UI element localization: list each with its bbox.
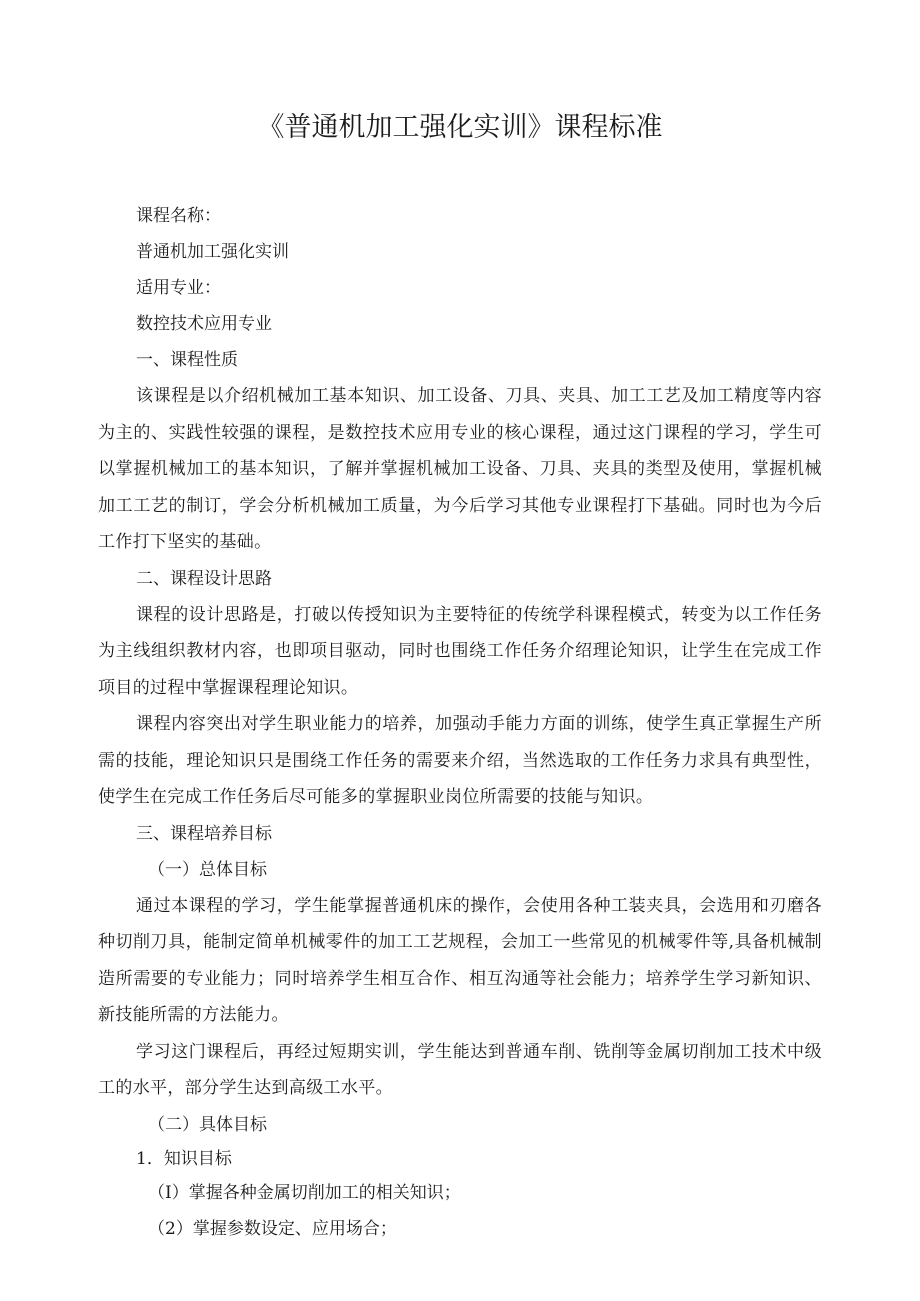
major-value: 数控技术应用专业 xyxy=(136,314,272,334)
major-label: 适用专业： xyxy=(136,278,221,298)
knowledge-goal-heading: 1．知识目标 xyxy=(136,1148,232,1169)
section-heading-goals: 三、课程培养目标 xyxy=(136,823,272,844)
course-name-label: 课程名称： xyxy=(136,206,221,226)
section-heading-design: 二、课程设计思路 xyxy=(136,568,272,589)
knowledge-goal-item: （I）掌握各种金属切削加工的相关知识； xyxy=(148,1182,461,1203)
document-body xyxy=(98,198,822,1247)
section-paragraph-nature: 该课程是以介绍机械加工基本知识、加工设备、刀具、夹具、加工工艺及加工精度等内容为主的、实践性较强的课程，是数控技术应用专业的核心课程，通过这门课程的学习，学生可以掌握机械加工的基本知识，了解并掌握机械加工设备、刀具、夹具的类型及使用，掌握机械加工工艺的制订，学会分析机械加工质量，为今后学习其他专业课程打下基础。同时也为今后工作打下坚实的基础。 xyxy=(98,386,822,552)
section-paragraph-design-1: 课程的设计思路是，打破以传授知识为主要特征的传统学科课程模式，转变为以工作任务为主线组织教材内容，也即项目驱动，同时也围绕工作任务介绍理论知识，让学生在完成工作项目的过程中掌握课程理论知识。 xyxy=(98,604,822,698)
knowledge-goal-item: （2）掌握参数设定、应用场合； xyxy=(148,1218,397,1239)
subsection-paragraph-overall-2: 学习这门课程后，再经过短期实训，学生能达到普通车削、铣削等金属切削加工技术中级工的水平，部分学生达到高级工水平。 xyxy=(98,1041,822,1098)
section-heading-nature: 一、课程性质 xyxy=(136,350,238,370)
section-paragraph-design-2: 课程内容突出对学生职业能力的培养，加强动手能力方面的训练，使学生真正掌握生产所需的技能，理论知识只是围绕工作任务的需要来介绍，当然选取的工作任务力求具有典型性，使学生在完成工作任务后尽可能多的掌握职业岗位所需要的技能与知识。 xyxy=(98,714,822,807)
subsection-heading-overall: （一）总体目标 xyxy=(148,859,267,880)
subsection-paragraph-overall-1: 通过本课程的学习，学生能掌握普通机床的操作，会使用各种工装夹具，会选用和刃磨各种切削刀具，能制定简单机械零件的加工工艺规程，会加工一些常见的机械零件等,具备机械制造所需要的专业能力；同时培养学生相互合作、相互沟通等社会能力；培养学生学习新知识、新技能所需的方法能力。 xyxy=(98,895,822,1025)
subsection-heading-specific: （二）具体目标 xyxy=(148,1114,267,1135)
course-name-value: 普通机加工强化实训 xyxy=(136,242,289,262)
document-title: 《普通机加工强化实训》课程标准 xyxy=(257,112,663,143)
